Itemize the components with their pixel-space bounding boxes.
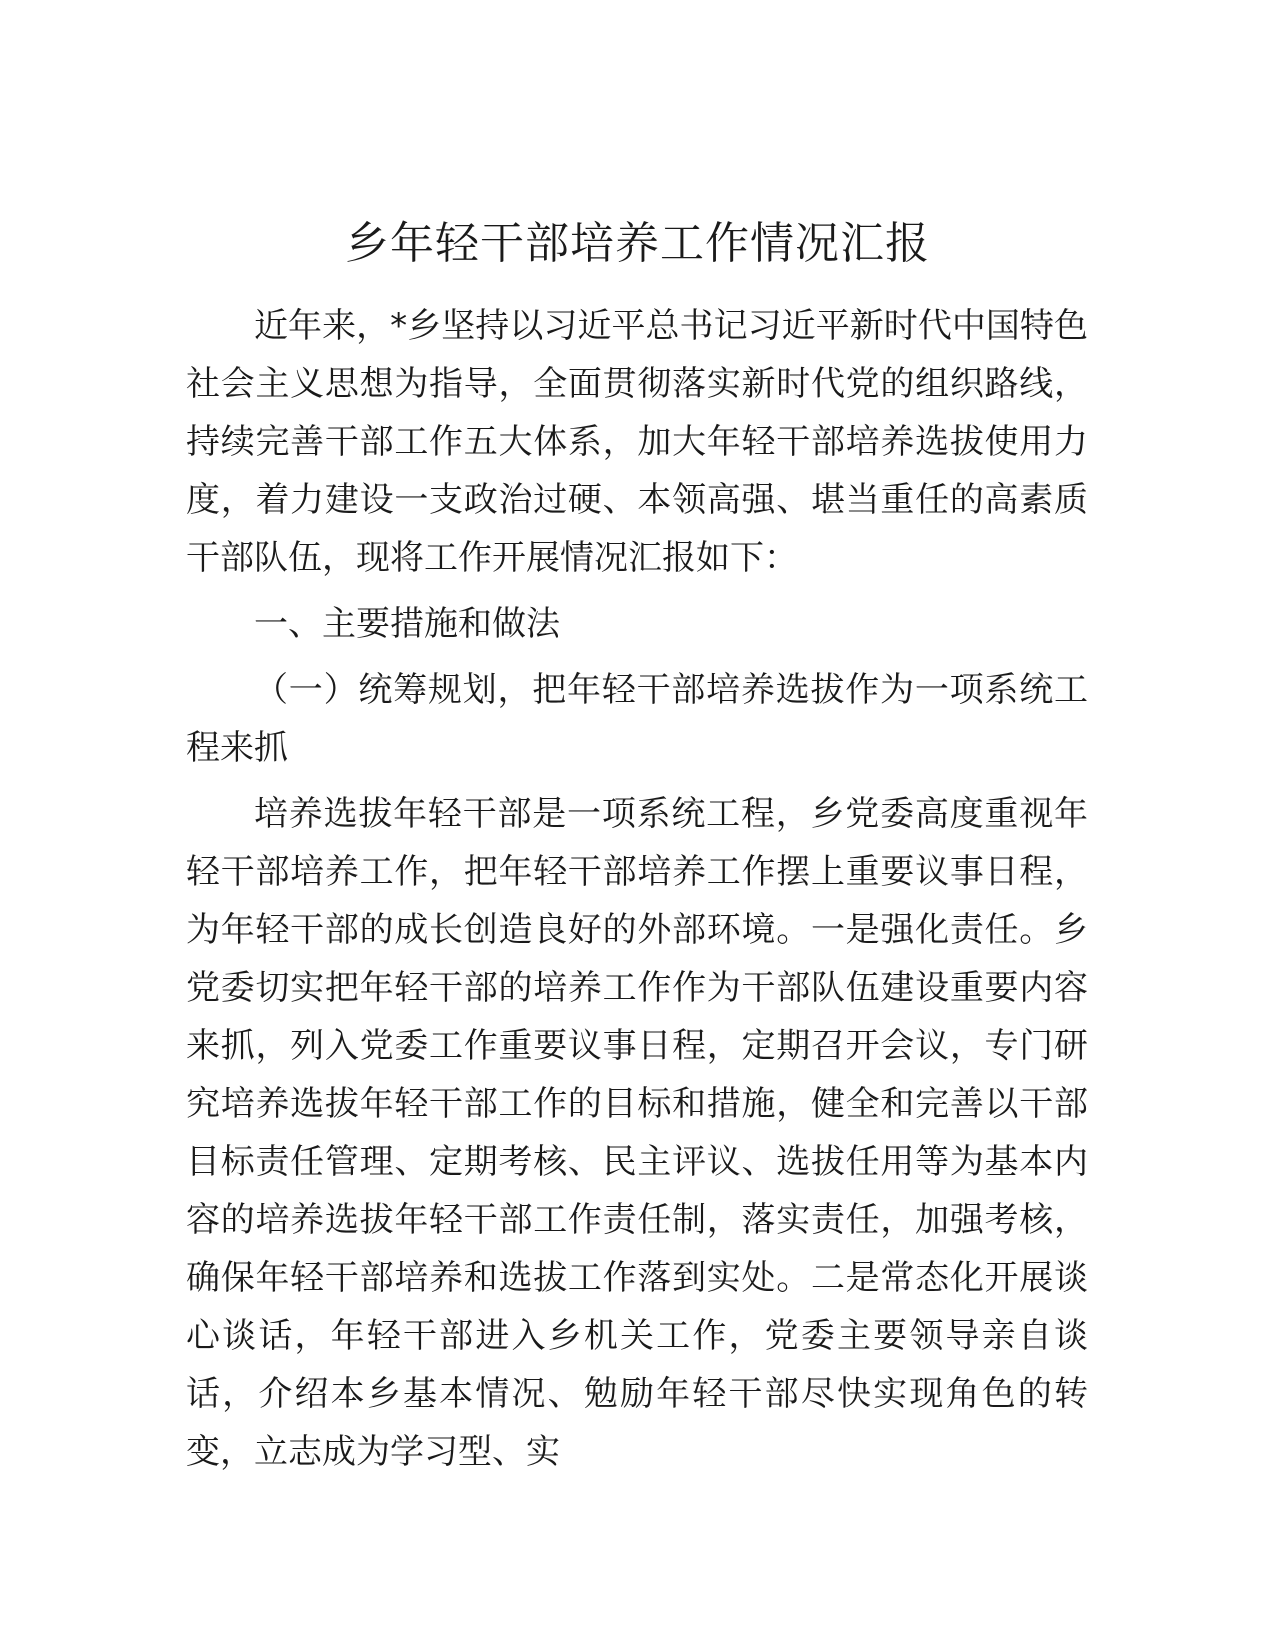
document-title: 乡年轻干部培养工作情况汇报 (345, 218, 930, 269)
section-heading: 一、主要措施和做法 (254, 604, 560, 644)
intro-paragraph: 近年来，*乡坚持以习近平总书记习近平新时代中国特色社会主义思想为指导，全面贯彻落实新时代党的组织路线，持续完善干部工作五大体系，加大年轻干部培养选拔使用力度，着力建设一支政治过硬、本领高强、堪当重任的高素质干部队伍，现将工作开展情况汇报如下： (186, 306, 1088, 578)
body-paragraph: 培养选拔年轻干部是一项系统工程，乡党委高度重视年轻干部培养工作，把年轻干部培养工作摆上重要议事日程，为年轻干部的成长创造良好的外部环境。一是强化责任。乡党委切实把年轻干部的培养工作作为干部队伍建设重要内容来抓，列入党委工作重要议事日程，定期召开会议，专门研究培养选拔年轻干部工作的目标和措施，健全和完善以干部目标责任管理、定期考核、民主评议、选拔任用等为基本内容的培养选拔年轻干部工作责任制，落实责任，加强考核，确保年轻干部培养和选拔工作落到实处。二是常态化开展谈心谈话，年轻干部进入乡机关工作，党委主要领导亲自谈话，介绍本乡基本情况、勉励年轻干部尽快实现角色的转变，立志成为学习型、实 (186, 794, 1088, 1472)
subsection-heading: （一）统筹规划，把年轻干部培养选拔作为一项系统工程来抓 (186, 670, 1088, 768)
document-body (186, 297, 1088, 1481)
